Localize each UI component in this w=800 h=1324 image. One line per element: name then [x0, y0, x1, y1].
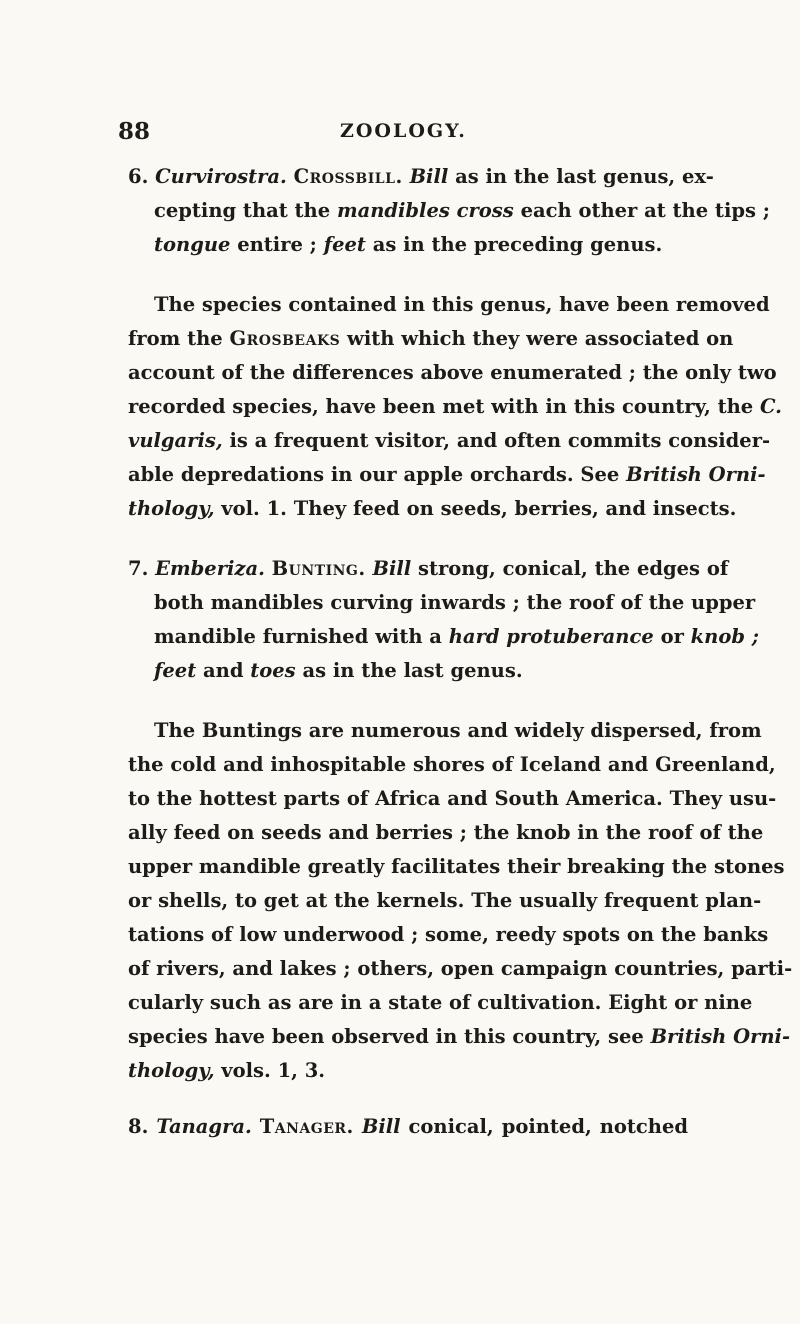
book-reference: British Orni- [650, 1025, 791, 1048]
term-bill: Bill [361, 1115, 401, 1138]
paragraph-gap [128, 1088, 688, 1110]
text-span: entire ; [237, 233, 317, 256]
text-line [128, 458, 766, 492]
entry-number: 7. [128, 557, 149, 580]
paragraph-crossbill [128, 288, 782, 526]
book-reference: thology, [128, 497, 215, 520]
text-span: tations of low underwood ; some, reedy spots on the banks [128, 923, 769, 946]
common-name: Crossbill. [293, 165, 403, 188]
text-line [128, 424, 771, 458]
text-line [128, 390, 782, 424]
text-span: upper mandible greatly facilitates their breaking the stones [128, 855, 785, 878]
text-line [128, 654, 688, 688]
book-reference: thology, [128, 1059, 215, 1082]
text-line [128, 986, 753, 1020]
text-line [128, 1020, 791, 1054]
text-span: The species contained in this genus, have been removed [154, 293, 770, 316]
text-line [128, 816, 764, 850]
text-span: to the hottest parts of Africa and South America. They usu- [128, 787, 777, 810]
text-span: species have been observed in this country, see [128, 1025, 644, 1048]
genus-entry-6 [128, 160, 770, 262]
text-span: both mandibles curving inwards ; the roof of the upper [154, 591, 756, 614]
term-mandibles: mandibles [336, 199, 450, 222]
text-span: and [203, 659, 244, 682]
running-head: ZOOLOGY. [340, 120, 467, 142]
text-line [128, 194, 770, 228]
term-feet: feet [323, 233, 366, 256]
common-name: Tanager. [259, 1115, 354, 1138]
text-span: account of the differences above enumerated ; the only two [128, 361, 777, 384]
entry-number: 8. [128, 1115, 149, 1138]
text-span: each other at the tips ; [520, 199, 770, 222]
text-line [128, 228, 688, 262]
text-line [128, 620, 759, 654]
text-line [128, 356, 777, 390]
term-bill: Bill [372, 557, 412, 580]
text-line [128, 782, 777, 816]
text-span: or shells, to get at the kernels. The usually frequent plan- [128, 889, 762, 912]
small-caps-term: Grosbeaks [229, 327, 341, 350]
text-span: as in the last genus. [302, 659, 523, 682]
text-span: strong, conical, the edges of [417, 557, 729, 580]
term-tongue: tongue [154, 233, 231, 256]
book-reference: British Orni- [626, 463, 766, 486]
text-span: The Buntings are numerous and widely dispersed, from [154, 719, 762, 742]
page-number: 88 [118, 118, 151, 145]
term-toes: toes [250, 659, 296, 682]
term-knob: knob ; [690, 625, 759, 648]
text-span: mandible furnished with a [154, 625, 442, 648]
term-hard-protuberance: hard protuberance [448, 625, 654, 648]
genus-name: Tanagra. [156, 1115, 252, 1138]
text-line [128, 850, 785, 884]
text-line [128, 160, 714, 194]
text-span: cepting that the [154, 199, 331, 222]
text-line [128, 748, 776, 782]
text-span: of rivers, and lakes ; others, open campaign countries, parti- [128, 957, 793, 980]
paragraph-gap [128, 526, 688, 552]
text-line [128, 322, 734, 356]
species-abbrev: C. [760, 395, 782, 418]
text-span: as in the last genus, ex- [455, 165, 714, 188]
term-bill: Bill [409, 165, 449, 188]
text-line [128, 492, 737, 526]
text-line [128, 552, 729, 586]
genus-name: Curvirostra. [155, 165, 287, 188]
text-line [128, 884, 762, 918]
text-span: or [660, 625, 684, 648]
species-name: vulgaris, [128, 429, 223, 452]
text-span: is a frequent visitor, and often commits consider- [229, 429, 771, 452]
text-span: recorded species, have been met with in this country, the [128, 395, 754, 418]
text-span: vol. 1. They feed on seeds, berries, and insects. [221, 497, 737, 520]
text-line [128, 1110, 688, 1144]
text-span: from the [128, 327, 223, 350]
term-feet: feet [154, 659, 197, 682]
text-line [128, 714, 762, 748]
paragraph-buntings [128, 714, 793, 1088]
text-span: able depredations in our apple orchards. See [128, 463, 620, 486]
genus-name: Emberiza. [155, 557, 265, 580]
text-span: with which they were associated on [347, 327, 734, 350]
body-text [128, 160, 793, 1144]
term-cross: cross [456, 199, 514, 222]
text-line [128, 952, 793, 986]
text-line [128, 1054, 688, 1088]
text-line [128, 288, 770, 322]
common-name: Bunting. [271, 557, 366, 580]
text-span: vols. 1, 3. [221, 1059, 326, 1082]
entry-number: 6. [128, 165, 149, 188]
text-span: the cold and inhospitable shores of Iceland and Greenland, [128, 753, 776, 776]
genus-entry-7 [128, 552, 759, 688]
page-header [118, 118, 718, 148]
text-span: conical, pointed, notched [408, 1115, 689, 1138]
genus-entry-8 [128, 1110, 688, 1144]
paragraph-gap [128, 688, 688, 714]
text-line [128, 918, 769, 952]
text-span: ally feed on seeds and berries ; the knob in the roof of the [128, 821, 764, 844]
text-line [128, 586, 756, 620]
paragraph-gap [128, 262, 688, 288]
text-span: as in the preceding genus. [372, 233, 663, 256]
text-span: cularly such as are in a state of cultivation. Eight or nine [128, 991, 753, 1014]
